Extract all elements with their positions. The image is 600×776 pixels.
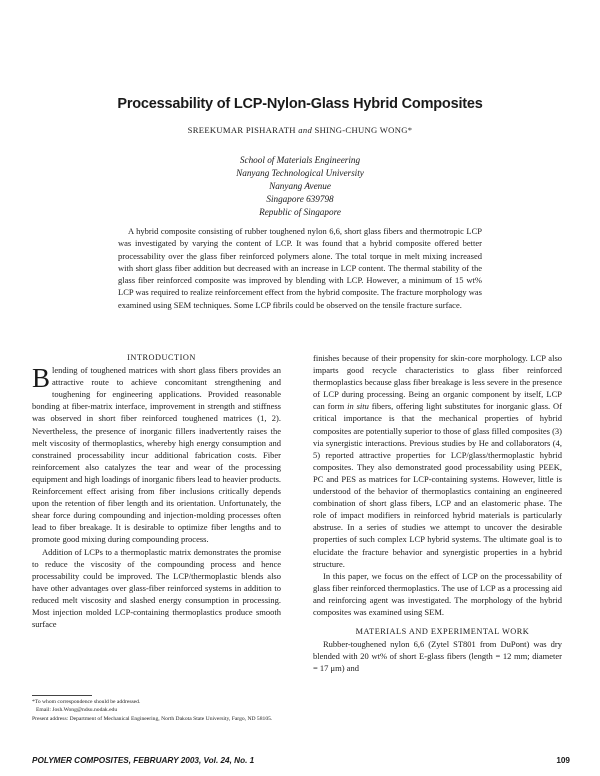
footnote-email: Email: Josh.Wong@ndsu.nodak.edu bbox=[36, 707, 118, 714]
abstract: A hybrid composite consisting of rubber toughened nylon 6,6, short glass fibers and thermotropic LCP was investigated by varying the content of LCP. It was found that a hybrid composite offered better processability over the glass fiber reinforced polymers alone. The total torque in melt mixing increased with short glass fiber addition but decreased with an increase in LCP content. The thermal stability of the glass fiber reinforced composite was improved by blending with LCP. However, a minimum of 15 wt% LCP was required to realize reinforcement effect from the hybrid composite. The fracture morphology was examined using SEM techniques. Some LCP fibrils could be observed on the tensile fracture surface. bbox=[118, 226, 482, 310]
author-line bbox=[0, 125, 600, 135]
section-heading-introduction: INTRODUCTION bbox=[127, 353, 196, 362]
body-text: fibers, offering light substitutes for inorganic glass. Of critical importance is that the mechanical properties of hybrid composites are potentially superior to those of glass filled composites (3) via synergistic interactions. Previous studies by He and collaborators (4, 5) reported attractive properties for LCP/glass/thermoplastic hybrid composites. They also demonstrated good processability using PEEK, PC and PES as matrices for LCP-containing systems. However, little is understood of the behavior of thermoplastics containing an engineered combination of short glass fibers, LCP and an elastomeric phase. The role of impact modifiers in reinforced hybrid materials is particularly abstruse. In a series of studies we attempt to uncover the desirable properties of such complex LCP hybrid systems. The ultimate goal is to elucidate the fracture behavior and synergistic properties in a hybrid structure. bbox=[313, 401, 562, 569]
journal-citation: POLYMER COMPOSITES, FEBRUARY 2003, Vol. 24, No. 1 bbox=[32, 756, 255, 765]
footnotes bbox=[32, 698, 281, 723]
body-paragraph: Addition of LCPs to a thermoplastic matrix demonstrates the promise to reduce the viscosity of the compounding process and hence processability could be improved. The LCP/thermoplastic blends also have other advantages over glass-fiber reinforced systems in addition to reduced melt viscosity and slashed energy consumption in processing. Most injection molded LCP-containing thermoplastics produce smooth surface bbox=[32, 546, 281, 630]
section-heading-materials: MATERIALS AND EXPERIMENTAL WORK bbox=[355, 627, 530, 637]
body-paragraph: In this paper, we focus on the effect of LCP on the processability of glass fiber reinforced thermoplastics. The use of LCP as a processing aid and reinforcing agent was investigated. The morphology of the hybrid composites was examined using SEM. bbox=[313, 570, 562, 617]
body-paragraph bbox=[313, 352, 562, 570]
author-second: SHING-CHUNG WONG* bbox=[314, 125, 413, 135]
right-column bbox=[313, 352, 562, 674]
left-column bbox=[32, 352, 281, 630]
drop-cap: B bbox=[32, 363, 51, 394]
page-number: 109 bbox=[556, 756, 570, 765]
affiliation-block bbox=[0, 154, 600, 219]
affiliation-line: Nanyang Avenue bbox=[269, 181, 331, 191]
intro-paragraph-text: lending of toughened matrices with short glass fibers provides an attractive route to achieve concomitant strengthening and toughening for engineering applications. Provided reasonable bonding at fiber-matrix interface, improvement in strength and stiffness was observed in short fiber reinforced toughened matrices (1, 2). Nevertheless, the presence of inorganic fillers inadvertently raises the melt viscosity of thermoplastics, whereby high energy consumption and constrained processability incur additional fabrication costs. Fiber reinforcement also catalyzes the tear and wear of the processing equipment and high loadings of inorganic fibers lead to heavier products. Reinforcement effect arising from fiber inclusions critically depends upon the retention of fiber length and its orientation. Unfortunately, the shear force during compounding and injection-molding processes often lead to fiber breakage. It is desirable to optimize fiber lengths and to promote good mixing during compounding process. bbox=[32, 365, 281, 545]
author-first: SREEKUMAR PISHARATH bbox=[187, 125, 296, 135]
body-paragraph: Rubber-toughened nylon 6,6 (Zytel ST801 from DuPont) was dry blended with 20 wt% of short E-glass fibers (length = 12 mm; diameter = 17 μm) and bbox=[313, 639, 562, 674]
affiliation-line: Singapore 639798 bbox=[266, 194, 334, 204]
italic-term: in situ bbox=[347, 401, 369, 412]
affiliation-line: Nanyang Technological University bbox=[236, 168, 364, 178]
affiliation-line: School of Materials Engineering bbox=[239, 155, 361, 165]
body-text: finishes because of their propensity for skin-core morphology. LCP also imparts good recycle characteristics to glass fiber reinforced thermoplastics because glass fiber breakage is less severe in the presence of LCP during processing. Being an organic component by itself, LCP can form bbox=[313, 353, 562, 412]
author-connector: and bbox=[298, 125, 313, 135]
intro-paragraph bbox=[32, 364, 281, 545]
footnote-divider bbox=[32, 695, 92, 696]
paper-title: Processability of LCP-Nylon-Glass Hybrid Composites bbox=[117, 96, 483, 112]
footnote-correspondence: *To whom correspondence should be addressed. bbox=[32, 699, 141, 705]
page-footer bbox=[32, 756, 570, 765]
footnote-address: Present address: Department of Mechanical Engineering, North Dakota State University, Fargo, ND 58105. bbox=[32, 715, 273, 722]
affiliation-line: Republic of Singapore bbox=[259, 207, 341, 217]
